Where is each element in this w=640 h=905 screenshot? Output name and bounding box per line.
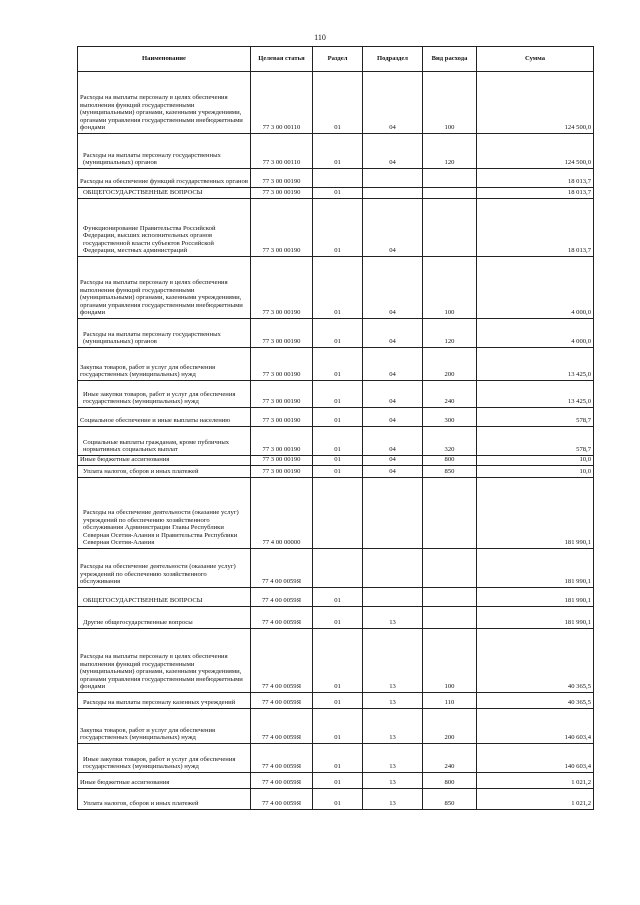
row-section	[313, 549, 363, 588]
row-amount: 18 013,7	[477, 199, 594, 257]
row-target-article: 77 4 00 0059Я	[251, 588, 313, 607]
row-subsection: 13	[363, 629, 423, 693]
row-section: 01	[313, 348, 363, 381]
row-expense-type: 200	[423, 709, 477, 744]
row-subsection	[363, 549, 423, 588]
row-name: ОБЩЕГОСУДАРСТВЕННЫЕ ВОПРОСЫ	[78, 588, 251, 607]
row-subsection: 04	[363, 134, 423, 169]
row-section: 01	[313, 134, 363, 169]
row-name: Закупка товаров, работ и услуг для обеспечения государственных (муниципальных) нужд	[78, 348, 251, 381]
table-row	[78, 588, 594, 607]
row-expense-type	[423, 607, 477, 629]
row-expense-type: 240	[423, 744, 477, 773]
row-name: Расходы на выплаты персоналу в целях обеспечения выполнения функций государственными (муниципальными) органами, казенными учреждениями, органами управления государственными внебюджетными фондами	[78, 257, 251, 319]
row-name: Иные бюджетные ассигнования	[78, 773, 251, 789]
row-section: 01	[313, 381, 363, 408]
row-amount: 124 500,0	[477, 134, 594, 169]
row-subsection	[363, 169, 423, 188]
row-name: Уплата налогов, сборов и иных платежей	[78, 789, 251, 810]
row-target-article: 77 3 00 00190	[251, 456, 313, 466]
row-name: Социальные выплаты гражданам, кроме публичных нормативных социальных выплат	[78, 427, 251, 456]
row-section: 01	[313, 188, 363, 199]
row-subsection: 04	[363, 456, 423, 466]
row-section: 01	[313, 789, 363, 810]
table-row	[78, 188, 594, 199]
row-expense-type: 100	[423, 257, 477, 319]
row-amount: 40 365,5	[477, 629, 594, 693]
row-expense-type	[423, 188, 477, 199]
table-row	[78, 466, 594, 478]
table-row	[78, 199, 594, 257]
row-section	[313, 169, 363, 188]
row-name: Расходы на выплаты персоналу в целях обеспечения выполнения функций государственными (муниципальными) органами, казенными учреждениями, органами управления государственными внебюджетными фондами	[78, 72, 251, 134]
row-expense-type: 850	[423, 466, 477, 478]
row-section: 01	[313, 466, 363, 478]
row-amount: 4 000,0	[477, 257, 594, 319]
row-section: 01	[313, 709, 363, 744]
row-target-article: 77 4 00 0059Я	[251, 773, 313, 789]
row-expense-type: 100	[423, 72, 477, 134]
row-section: 01	[313, 629, 363, 693]
table-row	[78, 629, 594, 693]
row-expense-type: 320	[423, 427, 477, 456]
row-section	[313, 478, 363, 549]
row-expense-type: 240	[423, 381, 477, 408]
row-expense-type: 850	[423, 789, 477, 810]
header-amount: Сумма	[477, 47, 594, 72]
table-row	[78, 709, 594, 744]
header-target: Целевая статья	[251, 47, 313, 72]
header-name: Наименование	[78, 47, 251, 72]
row-name: Уплата налогов, сборов и иных платежей	[78, 466, 251, 478]
row-expense-type	[423, 169, 477, 188]
row-name: Иные закупки товаров, работ и услуг для обеспечения государственных (муниципальных) нужд	[78, 381, 251, 408]
row-amount: 181 990,1	[477, 478, 594, 549]
table-header-row	[78, 47, 594, 72]
row-section: 01	[313, 257, 363, 319]
row-amount: 18 013,7	[477, 169, 594, 188]
row-section: 01	[313, 319, 363, 348]
row-amount: 4 000,0	[477, 319, 594, 348]
row-target-article: 77 3 00 00190	[251, 427, 313, 456]
row-subsection: 13	[363, 789, 423, 810]
row-expense-type: 200	[423, 348, 477, 381]
row-expense-type: 800	[423, 456, 477, 466]
row-target-article: 77 3 00 00190	[251, 169, 313, 188]
table-row	[78, 478, 594, 549]
row-target-article: 77 3 00 00190	[251, 257, 313, 319]
row-name: Иные бюджетные ассигнования	[78, 456, 251, 466]
row-section: 01	[313, 199, 363, 257]
row-amount: 181 990,1	[477, 549, 594, 588]
row-expense-type: 100	[423, 629, 477, 693]
row-expense-type	[423, 199, 477, 257]
table-row	[78, 169, 594, 188]
row-name: Расходы на выплаты персоналу казенных учреждений	[78, 693, 251, 709]
table-row	[78, 257, 594, 319]
row-target-article: 77 3 00 00190	[251, 319, 313, 348]
row-subsection: 04	[363, 72, 423, 134]
row-target-article: 77 3 00 00190	[251, 188, 313, 199]
row-target-article: 77 4 00 0059Я	[251, 607, 313, 629]
row-target-article: 77 3 00 00190	[251, 466, 313, 478]
table-row	[78, 319, 594, 348]
row-section: 01	[313, 456, 363, 466]
row-target-article: 77 4 00 0059Я	[251, 744, 313, 773]
page-number: 110	[314, 33, 326, 42]
row-subsection: 13	[363, 744, 423, 773]
table-row	[78, 607, 594, 629]
header-section: Раздел	[313, 47, 363, 72]
table-row	[78, 549, 594, 588]
row-section: 01	[313, 408, 363, 427]
row-expense-type: 120	[423, 319, 477, 348]
row-name: Закупка товаров, работ и услуг для обеспечения государственных (муниципальных) нужд	[78, 709, 251, 744]
row-target-article: 77 3 00 00190	[251, 348, 313, 381]
row-subsection: 04	[363, 427, 423, 456]
row-target-article: 77 3 00 00190	[251, 199, 313, 257]
row-amount: 1 021,2	[477, 789, 594, 810]
row-amount: 10,0	[477, 466, 594, 478]
row-name: ОБЩЕГОСУДАРСТВЕННЫЕ ВОПРОСЫ	[78, 188, 251, 199]
row-expense-type	[423, 588, 477, 607]
row-amount: 10,0	[477, 456, 594, 466]
table-row	[78, 773, 594, 789]
row-subsection: 04	[363, 381, 423, 408]
header-subsection: Подраздел	[363, 47, 423, 72]
row-expense-type	[423, 478, 477, 549]
row-subsection: 13	[363, 693, 423, 709]
row-amount: 140 603,4	[477, 744, 594, 773]
table-row	[78, 744, 594, 773]
row-target-article: 77 4 00 0059Я	[251, 693, 313, 709]
row-name: Функционирование Правительства Российской Федерации, высших исполнительных органов государственной власти субъектов Российской Федерации, местных администраций	[78, 199, 251, 257]
row-name: Другие общегосударственные вопросы	[78, 607, 251, 629]
row-name: Расходы на выплаты персоналу государственных (муниципальных) органов	[78, 319, 251, 348]
table-row	[78, 381, 594, 408]
row-expense-type: 120	[423, 134, 477, 169]
row-target-article: 77 4 00 00000	[251, 478, 313, 549]
row-amount: 18 013,7	[477, 188, 594, 199]
row-section: 01	[313, 744, 363, 773]
row-target-article: 77 4 00 0059Я	[251, 709, 313, 744]
row-subsection	[363, 588, 423, 607]
row-subsection: 04	[363, 408, 423, 427]
row-subsection: 13	[363, 709, 423, 744]
row-section: 01	[313, 72, 363, 134]
row-name: Расходы на выплаты персоналу государственных (муниципальных) органов	[78, 134, 251, 169]
row-expense-type: 800	[423, 773, 477, 789]
budget-table	[77, 46, 594, 810]
table-row	[78, 72, 594, 134]
row-subsection	[363, 478, 423, 549]
row-target-article: 77 3 00 00190	[251, 408, 313, 427]
row-amount: 578,7	[477, 408, 594, 427]
row-subsection: 04	[363, 319, 423, 348]
row-target-article: 77 4 00 0059Я	[251, 789, 313, 810]
row-section: 01	[313, 693, 363, 709]
row-name: Иные закупки товаров, работ и услуг для обеспечения государственных (муниципальных) нужд	[78, 744, 251, 773]
row-amount: 181 990,1	[477, 607, 594, 629]
row-section: 01	[313, 607, 363, 629]
row-name: Расходы на выплаты персоналу в целях обеспечения выполнения функций государственными (муниципальными) органами, казенными учреждениями, органами управления государственными внебюджетными фондами	[78, 629, 251, 693]
table-row	[78, 789, 594, 810]
row-subsection: 04	[363, 348, 423, 381]
row-subsection: 13	[363, 607, 423, 629]
row-expense-type	[423, 549, 477, 588]
table-row	[78, 456, 594, 466]
header-expense-type: Вид расхода	[423, 47, 477, 72]
row-name: Расходы на обеспечение функций государственных органов	[78, 169, 251, 188]
row-name: Социальное обеспечение и иные выплаты населению	[78, 408, 251, 427]
row-name: Расходы на обеспечение деятельности (оказание услуг) учреждений по обеспечению хозяйственного обслуживания	[78, 549, 251, 588]
row-subsection	[363, 188, 423, 199]
table-row	[78, 408, 594, 427]
row-expense-type: 110	[423, 693, 477, 709]
table-row	[78, 427, 594, 456]
row-target-article: 77 4 00 0059Я	[251, 629, 313, 693]
row-section: 01	[313, 773, 363, 789]
row-section: 01	[313, 588, 363, 607]
row-subsection: 04	[363, 466, 423, 478]
row-amount: 124 500,0	[477, 72, 594, 134]
row-amount: 578,7	[477, 427, 594, 456]
row-subsection: 04	[363, 199, 423, 257]
row-amount: 13 425,0	[477, 348, 594, 381]
table-row	[78, 693, 594, 709]
row-amount: 40 365,5	[477, 693, 594, 709]
row-amount: 1 021,2	[477, 773, 594, 789]
row-subsection: 04	[363, 257, 423, 319]
row-amount: 13 425,0	[477, 381, 594, 408]
row-expense-type: 300	[423, 408, 477, 427]
row-section: 01	[313, 427, 363, 456]
row-target-article: 77 3 00 00190	[251, 381, 313, 408]
row-target-article: 77 4 00 0059Я	[251, 549, 313, 588]
row-subsection: 13	[363, 773, 423, 789]
row-target-article: 77 3 00 00110	[251, 134, 313, 169]
table-row	[78, 134, 594, 169]
row-name: Расходы на обеспечение деятельности (оказание услуг) учреждений по обеспечению хозяйственного обслуживания Администрации Главы Республики Северная Осетия-Алания и Правительства Республики Северная Осетия-Алания	[78, 478, 251, 549]
row-amount: 140 603,4	[477, 709, 594, 744]
row-amount: 181 990,1	[477, 588, 594, 607]
table-row	[78, 348, 594, 381]
row-target-article: 77 3 00 00110	[251, 72, 313, 134]
